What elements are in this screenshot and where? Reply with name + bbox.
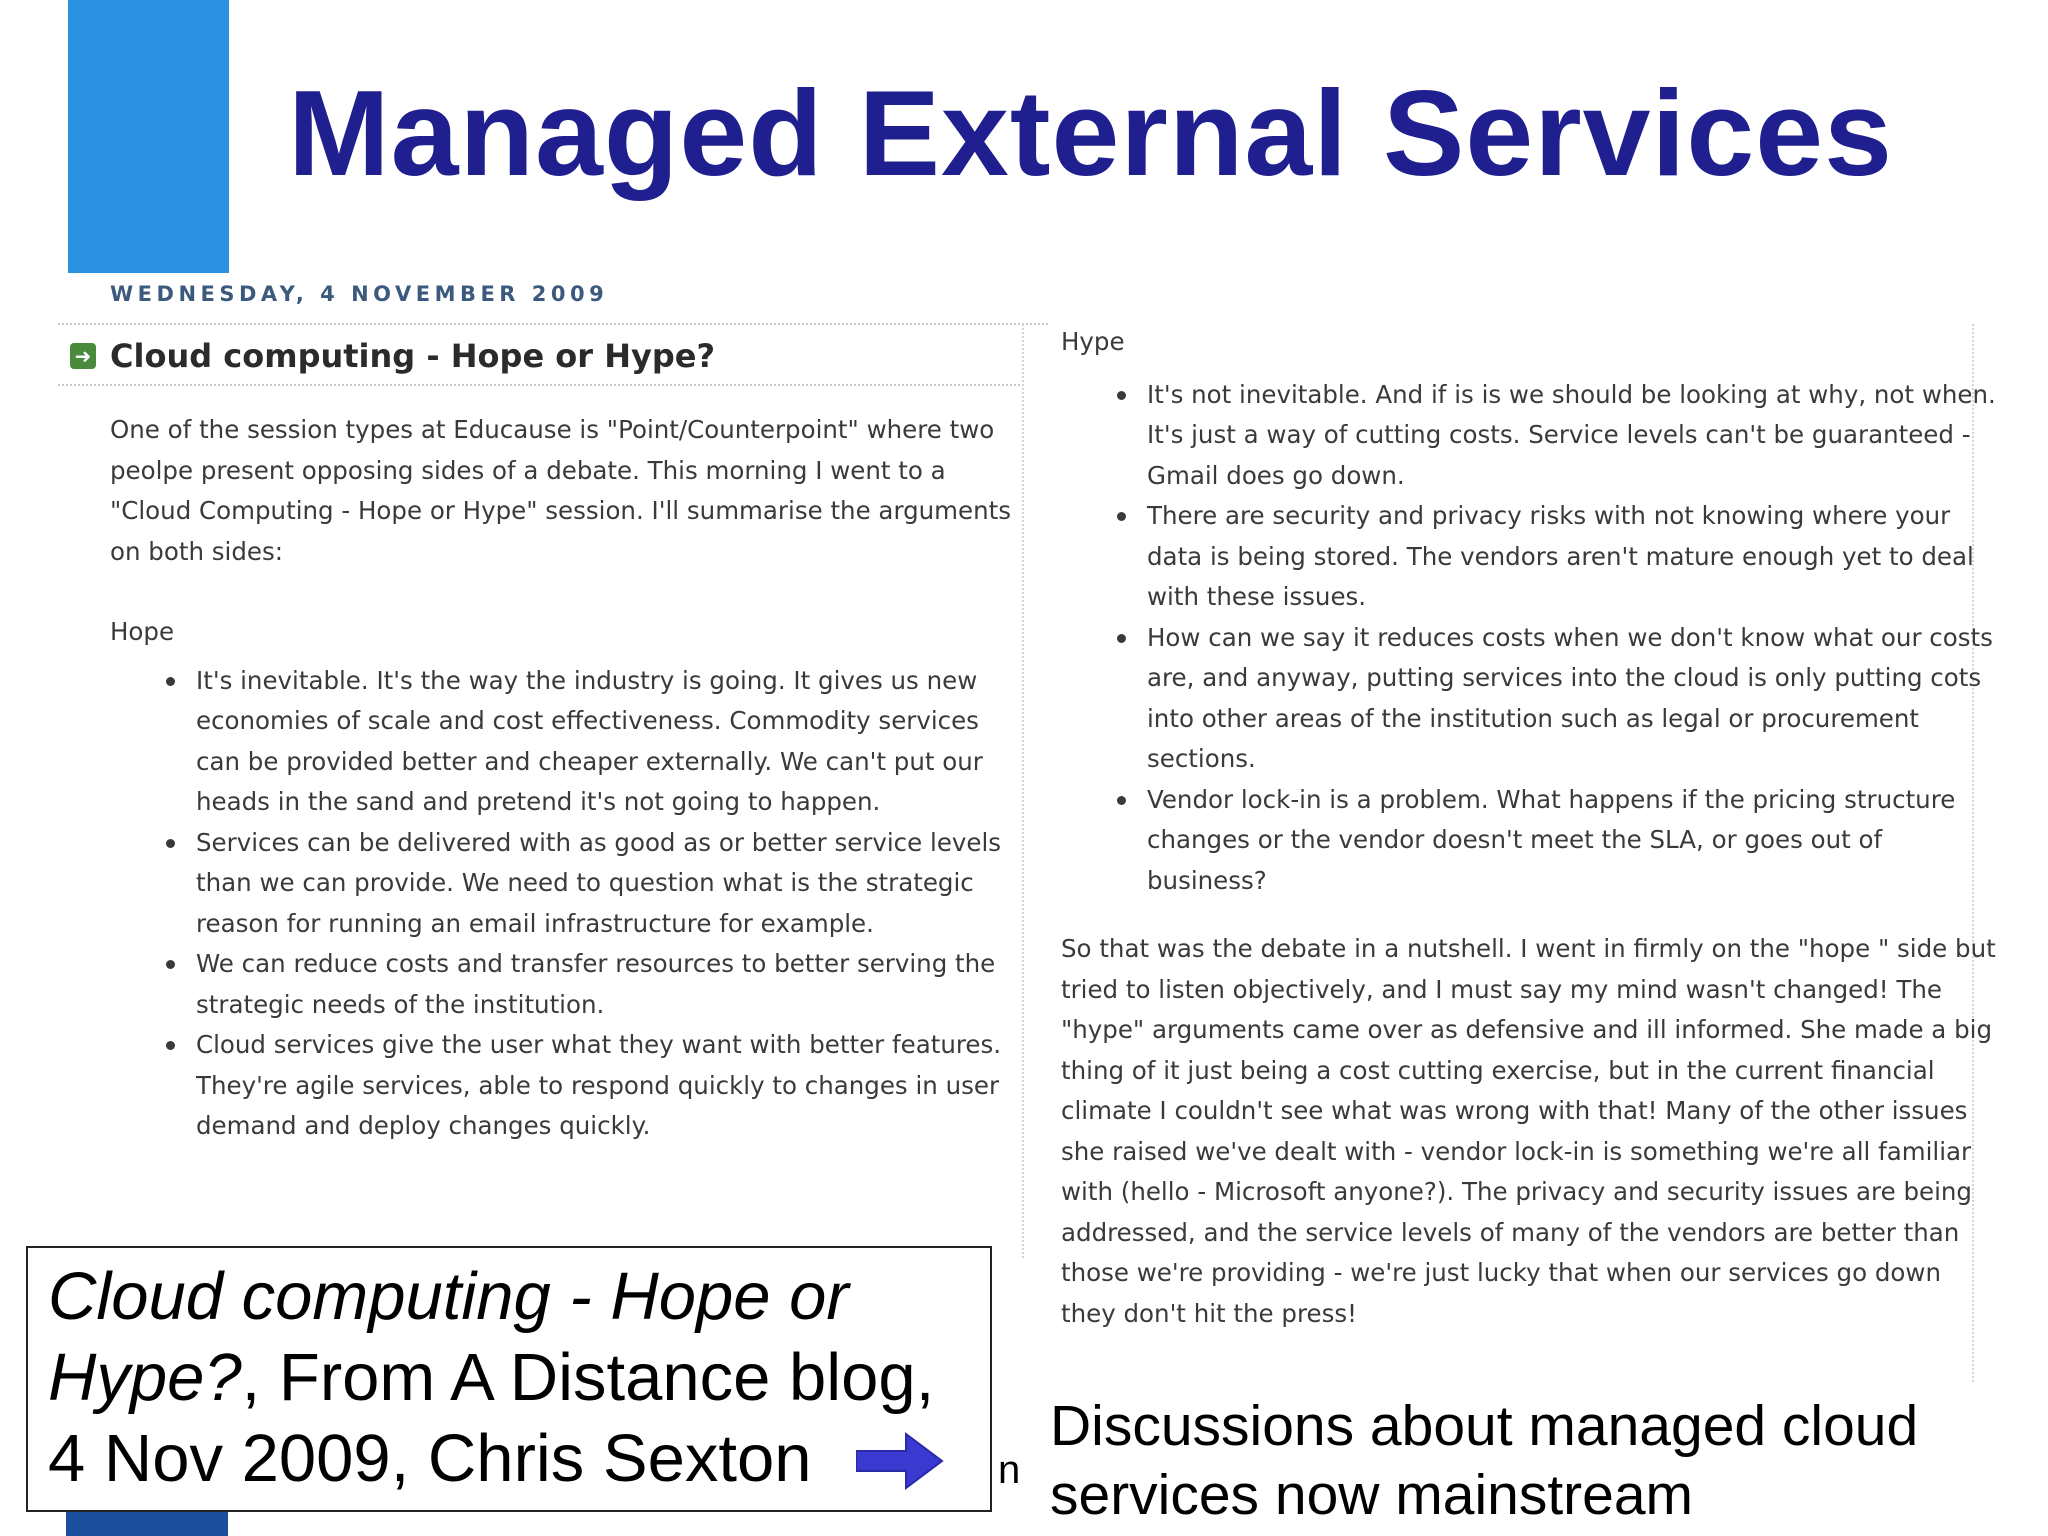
post-header (70, 332, 715, 380)
list-item: Cloud services give the user what they want with better features. They're agile services, able to respond quickly to changes in user demand and deploy changes quickly. (196, 1025, 1030, 1147)
post-intro: One of the session types at Educause is "Point/Counterpoint" where two peolpe present opposing sides of a debate. This morning I went to a "Cloud Computing - Hope or Hype" session. I'll summarise the arguments on both sides: (110, 415, 1012, 566)
hype-list (1061, 375, 2001, 902)
list-item: We can reduce costs and transfer resources to better serving the strategic needs of the institution. (196, 944, 1030, 1025)
citation-box (26, 1246, 992, 1512)
blog-screenshot (56, 270, 1996, 1390)
post-arrow-icon: ➜ (70, 343, 96, 369)
hope-heading: Hope (110, 617, 175, 646)
clipped-footer-text: n (998, 1448, 1021, 1492)
list-item: Vendor lock-in is a problem. What happens if the pricing structure changes or the vendor doesn't meet the SLA, or goes out of business? (1147, 780, 2001, 902)
post-column-right (1061, 322, 2001, 1334)
citation-details: , From A Distance blog, 4 Nov 2009, Chris Sexton (48, 1340, 935, 1496)
list-item: How can we say it reduces costs when we don't know what our costs are, and anyway, putting services into the cloud is only putting cots into other areas of the institution such as legal or procurement sections. (1147, 618, 2001, 780)
slide-title: Managed External Services (288, 65, 1893, 201)
footer-logo (66, 1512, 228, 1536)
accent-bar (68, 0, 229, 273)
hope-list (110, 661, 1030, 1147)
blog-date: WEDNESDAY, 4 NOVEMBER 2009 (110, 282, 609, 306)
citation-title: Cloud computing - Hope or Hype? (48, 1259, 849, 1415)
divider (58, 384, 1024, 386)
list-item: It's inevitable. It's the way the industry is going. It gives us new economies of scale and cost effectiveness. Commodity services can be provided better and cheaper externally. We can't put our heads in the sand and pretend it's not going to happen. (196, 661, 1030, 823)
post-summary: So that was the debate in a nutshell. I went in firmly on the "hope " side but tried to listen objectively, and I must say my mind wasn't changed! The "hype" arguments came over as defensive and ill informed. She made a big thing of it just being a cost cutting exercise, but in the current financial climate I couldn't see what was wrong with that! Many of the other issues she raised we've dealt with - vendor lock-in is something we're all familiar with (hello - Microsoft anyone?). The privacy and security issues are being addressed, and the service levels of many of the vendors are better than those we're providing - we're just lucky that when our services go down they don't hit the press! (1061, 934, 1996, 1328)
list-item: Services can be delivered with as good as or better service levels than we can provide. We need to question what is the strategic reason for running an email infrastructure for example. (196, 823, 1030, 945)
list-item: There are security and privacy risks with not knowing where your data is being stored. The vendors aren't mature enough yet to deal with these issues. (1147, 496, 2001, 618)
arrow-right-icon (856, 1432, 944, 1490)
citation-text (48, 1256, 978, 1499)
hype-heading: Hype (1061, 327, 1125, 356)
divider (58, 323, 1048, 325)
slide-caption: Discussions about managed cloud services now mainstream (1050, 1394, 1919, 1527)
list-item: It's not inevitable. And if is is we should be looking at why, not when. It's just a way of cutting costs. Service levels can't be guaranteed - Gmail does go down. (1147, 375, 2001, 497)
post-column-left (110, 410, 1030, 1147)
post-title[interactable]: Cloud computing - Hope or Hype? (110, 337, 715, 375)
